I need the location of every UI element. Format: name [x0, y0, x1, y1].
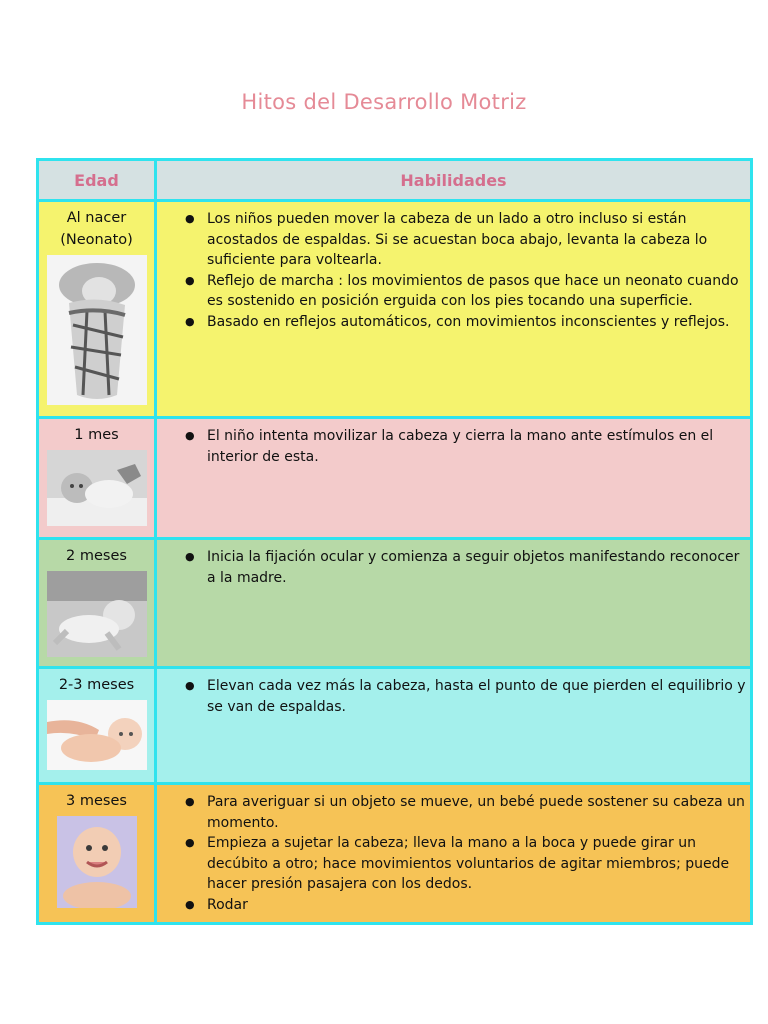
baby-massage-photo	[47, 700, 147, 770]
age-label: 1 mes	[74, 427, 119, 443]
list-item: ● Inicia la fijación ocular y comienza a seguir objetos manifestando reconocer a la madre.	[157, 547, 746, 588]
header-age: Edad	[38, 160, 156, 201]
swaddled-newborn-photo	[47, 255, 147, 405]
table-row	[38, 201, 752, 418]
skills-cell	[156, 539, 752, 668]
list-item: ● Para averiguar si un objeto se mueve, un bebé puede sostener su cabeza un momento.	[157, 792, 746, 833]
smiling-baby-photo	[57, 816, 137, 908]
table-row	[38, 418, 752, 539]
list-item: ● Elevan cada vez más la cabeza, hasta el punto de que pierden el equilibrio y se van de espaldas.	[157, 676, 746, 717]
page-title: Hitos del Desarrollo Motriz	[241, 90, 527, 114]
list-item: ● Los niños pueden mover la cabeza de un lado a otro incluso si están acostados de espaldas. Si se acuestan boca abajo, levanta la cabeza lo suficiente para voltearla.	[157, 209, 746, 271]
list-item: ● Rodar	[157, 895, 746, 916]
skills-cell	[156, 668, 752, 784]
list-item: ● El niño intenta movilizar la cabeza y cierra la mano ante estímulos en el interior de esta.	[157, 426, 746, 467]
skills-list	[157, 547, 746, 588]
age-label: 2-3 meses	[58, 677, 135, 693]
skills-list	[157, 426, 746, 467]
header-skills: Habilidades	[156, 160, 752, 201]
age-label: Al nacer (Neonato)	[60, 210, 133, 248]
table-row	[38, 784, 752, 924]
age-cell	[38, 539, 156, 668]
table-row	[38, 539, 752, 668]
age-cell	[38, 201, 156, 418]
skills-list	[157, 676, 746, 717]
skills-list	[157, 209, 746, 332]
baby-lying-photo	[47, 450, 147, 526]
skills-list	[157, 792, 746, 915]
milestones-table	[36, 158, 753, 925]
age-cell	[38, 668, 156, 784]
list-item: ● Reflejo de marcha : los movimientos de pasos que hace un neonato cuando es sostenido en posición erguida con los pies tocando una superficie.	[157, 271, 746, 312]
skills-cell	[156, 784, 752, 924]
table-header-row	[38, 160, 752, 201]
list-item: ● Basado en reflejos automáticos, con movimientos inconscientes y reflejos.	[157, 312, 746, 333]
age-label: 3 meses	[66, 793, 127, 809]
age-cell	[38, 784, 156, 924]
table-row	[38, 668, 752, 784]
skills-cell	[156, 418, 752, 539]
age-cell	[38, 418, 156, 539]
age-label: 2 meses	[66, 548, 127, 564]
baby-prone-photo	[47, 571, 147, 657]
list-item: ● Empieza a sujetar la cabeza; lleva la mano a la boca y puede girar un decúbito a otro; hace movimientos voluntarios de agitar miembros; puede hacer presión pasajera con los dedos.	[157, 833, 746, 895]
skills-cell	[156, 201, 752, 418]
